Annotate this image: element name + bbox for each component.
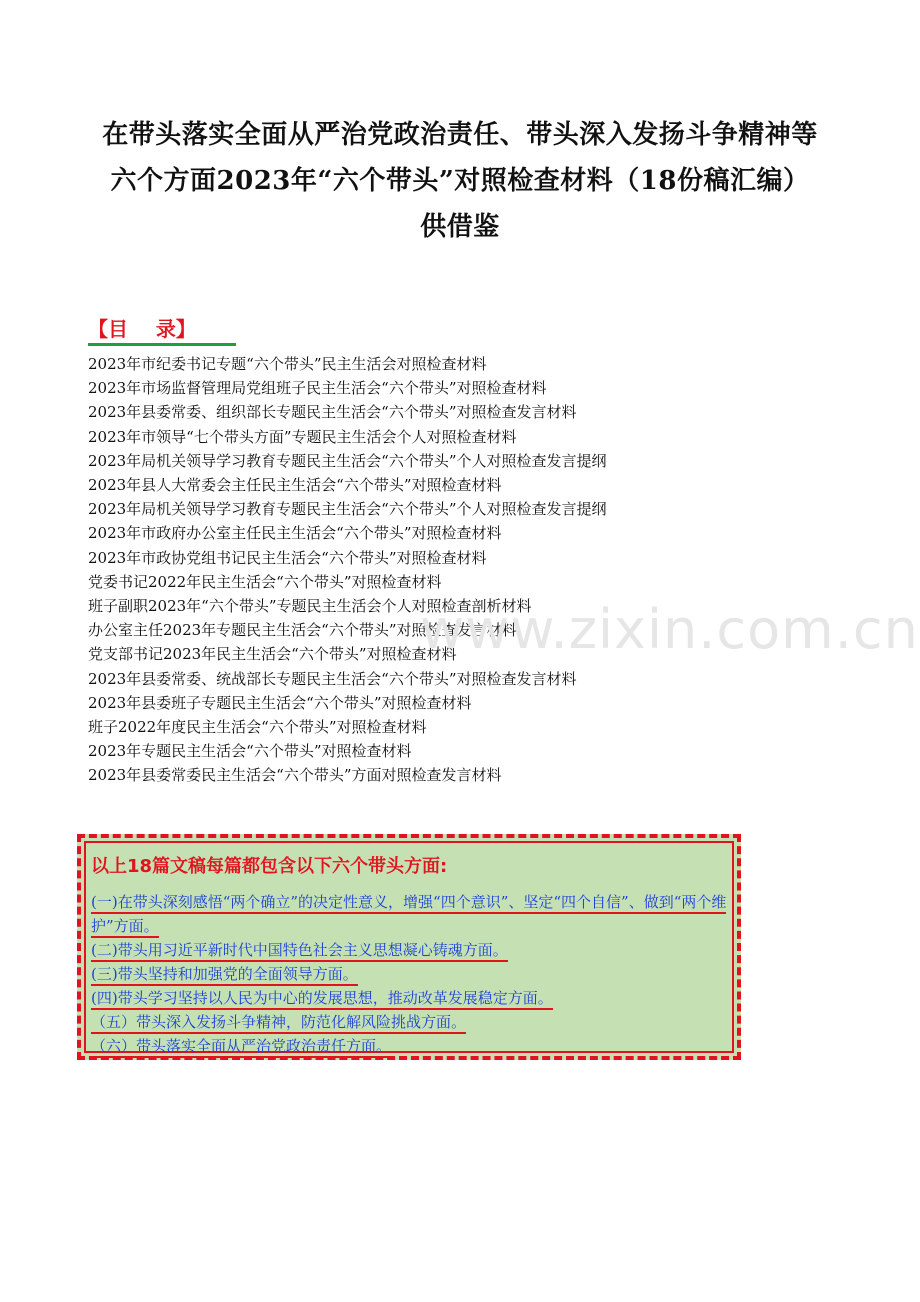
summary-item — [91, 986, 731, 1010]
toc-item[interactable]: 党委书记2022年民主生活会“六个带头”对照检查材料 — [88, 572, 442, 591]
toc-item[interactable]: 2023年市场监督管理局党组班子民主生活会“六个带头”对照检查材料 — [88, 379, 547, 398]
toc-item[interactable]: 2023年市政府办公室主任民主生活会“六个带头”对照检查材料 — [88, 524, 502, 543]
summary-box-heading: 以上18篇文稿每篇都包含以下六个带头方面: — [91, 856, 448, 877]
toc-item[interactable]: 2023年县人大常委会主任民主生活会“六个带头”对照检查材料 — [88, 476, 502, 495]
summary-item-text: (二)带头用习近平新时代中国特色社会主义思想凝心铸魂方面。 — [91, 941, 508, 962]
toc-heading: 【目 录】 — [88, 317, 196, 341]
summary-box-items — [91, 890, 731, 1058]
document-title — [60, 112, 860, 250]
toc-heading-underline — [88, 343, 236, 346]
toc-item[interactable]: 2023年县委常委、组织部长专题民主生活会“六个带头”对照检查发言材料 — [88, 403, 577, 422]
summary-item-text: (一)在带头深刻感悟“两个确立”的决定性意义，增强“四个意识”、坚定“四个自信”、做到“两个维护”方面。 — [91, 893, 726, 938]
table-of-contents — [88, 352, 607, 788]
title-line-1: 在带头落实全面从严治党政治责任、带头深入发扬斗争精神等 — [102, 120, 818, 150]
toc-item[interactable]: 班子2022年度民主生活会“六个带头”对照检查材料 — [88, 718, 427, 737]
toc-item[interactable]: 2023年市政协党组书记民主生活会“六个带头”对照检查材料 — [88, 548, 487, 567]
toc-item[interactable]: 2023年县委班子专题民主生活会“六个带头”对照检查材料 — [88, 693, 472, 712]
summary-item — [91, 938, 731, 962]
watermark: www.zixin.com.cn — [420, 598, 919, 661]
toc-item[interactable]: 2023年市纪委书记专题“六个带头”民主生活会对照检查材料 — [88, 355, 487, 373]
toc-item[interactable]: 班子副职2023年“六个带头”专题民主生活会个人对照检查剖析材料 — [88, 597, 532, 616]
summary-item — [91, 1010, 731, 1034]
summary-item — [91, 890, 731, 938]
summary-item — [91, 1034, 731, 1058]
toc-item[interactable]: 党支部书记2023年民主生活会“六个带头”对照检查材料 — [88, 645, 457, 664]
toc-item[interactable]: 2023年专题民主生活会“六个带头”对照检查材料 — [88, 742, 412, 761]
toc-item[interactable]: 2023年局机关领导学习教育专题民主生活会“六个带头”个人对照检查发言提纲 — [88, 451, 607, 470]
summary-item-text: （六）带头落实全面从严治党政治责任方面。 — [91, 1037, 391, 1058]
toc-item[interactable]: 办公室主任2023年专题民主生活会“六个带头”对照检查发言材料 — [88, 621, 517, 640]
title-line-2: 六个方面2023年“六个带头”对照检查材料（18份稿汇编） — [110, 166, 810, 196]
toc-item[interactable]: 2023年局机关领导学习教育专题民主生活会“六个带头”个人对照检查发言提纲 — [88, 500, 607, 519]
summary-item-text: (四)带头学习坚持以人民为中心的发展思想，推动改革发展稳定方面。 — [91, 989, 553, 1010]
summary-box — [77, 834, 741, 1060]
toc-item[interactable]: 2023年县委常委民主生活会“六个带头”方面对照检查发言材料 — [88, 766, 502, 785]
toc-item[interactable]: 2023年县委常委、统战部长专题民主生活会“六个带头”对照检查发言材料 — [88, 669, 577, 688]
title-line-3: 供借鉴 — [420, 212, 500, 242]
summary-item — [91, 962, 731, 986]
summary-item-text: （五）带头深入发扬斗争精神，防范化解风险挑战方面。 — [91, 1013, 466, 1034]
toc-item[interactable]: 2023年市领导“七个带头方面”专题民主生活会个人对照检查材料 — [88, 427, 517, 446]
summary-item-text: (三)带头坚持和加强党的全面领导方面。 — [91, 965, 358, 986]
